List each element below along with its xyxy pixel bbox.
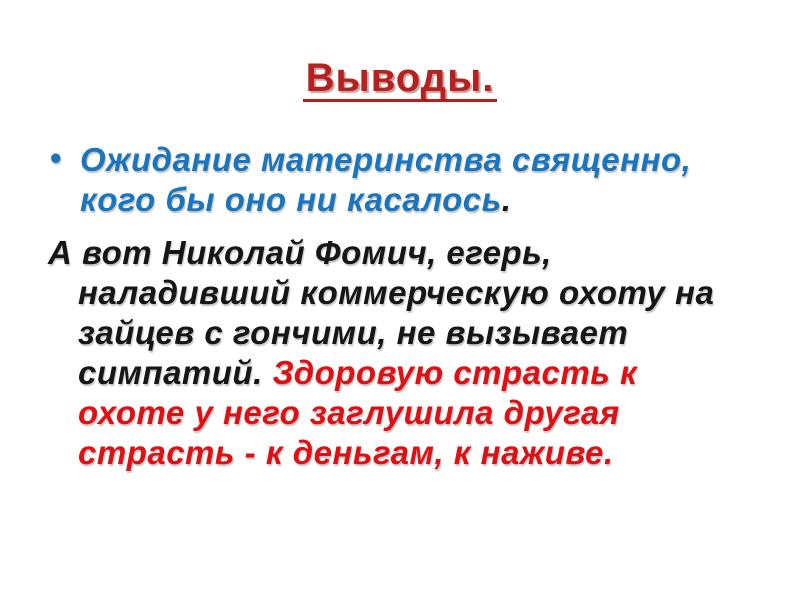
slide-title-text: Выводы.	[303, 58, 498, 102]
bullet-marker: •	[50, 139, 62, 176]
text-line	[78, 433, 775, 473]
text-line	[78, 393, 775, 433]
paragraph-text	[48, 233, 775, 473]
text-line	[78, 353, 775, 393]
text-segment: страсть - к деньгам, к наживе.	[78, 434, 614, 471]
text-line	[80, 140, 775, 180]
text-segment: охоте у него заглушила другая	[78, 394, 620, 431]
text-segment: Здоровую страсть к	[272, 354, 638, 391]
text-segment: кого бы оно ни касалось	[80, 181, 502, 218]
bullet-item	[40, 140, 775, 220]
paragraph	[40, 233, 775, 473]
text-line	[48, 233, 775, 273]
text-line	[78, 273, 775, 313]
slide-body	[40, 140, 775, 473]
text-line	[80, 180, 775, 220]
text-line	[78, 313, 775, 353]
text-segment: .	[501, 181, 512, 218]
text-segment: наладивший коммерческую охоту на	[78, 274, 715, 311]
text-segment: симпатий.	[78, 354, 273, 391]
text-segment: Ожидание материнства священно,	[80, 141, 692, 178]
text-segment: А вот Николай Фомич, егерь,	[48, 234, 552, 271]
slide-title	[0, 56, 800, 102]
bullet-text	[80, 140, 775, 220]
text-segment: зайцев с гончими, не вызывает	[78, 314, 629, 351]
